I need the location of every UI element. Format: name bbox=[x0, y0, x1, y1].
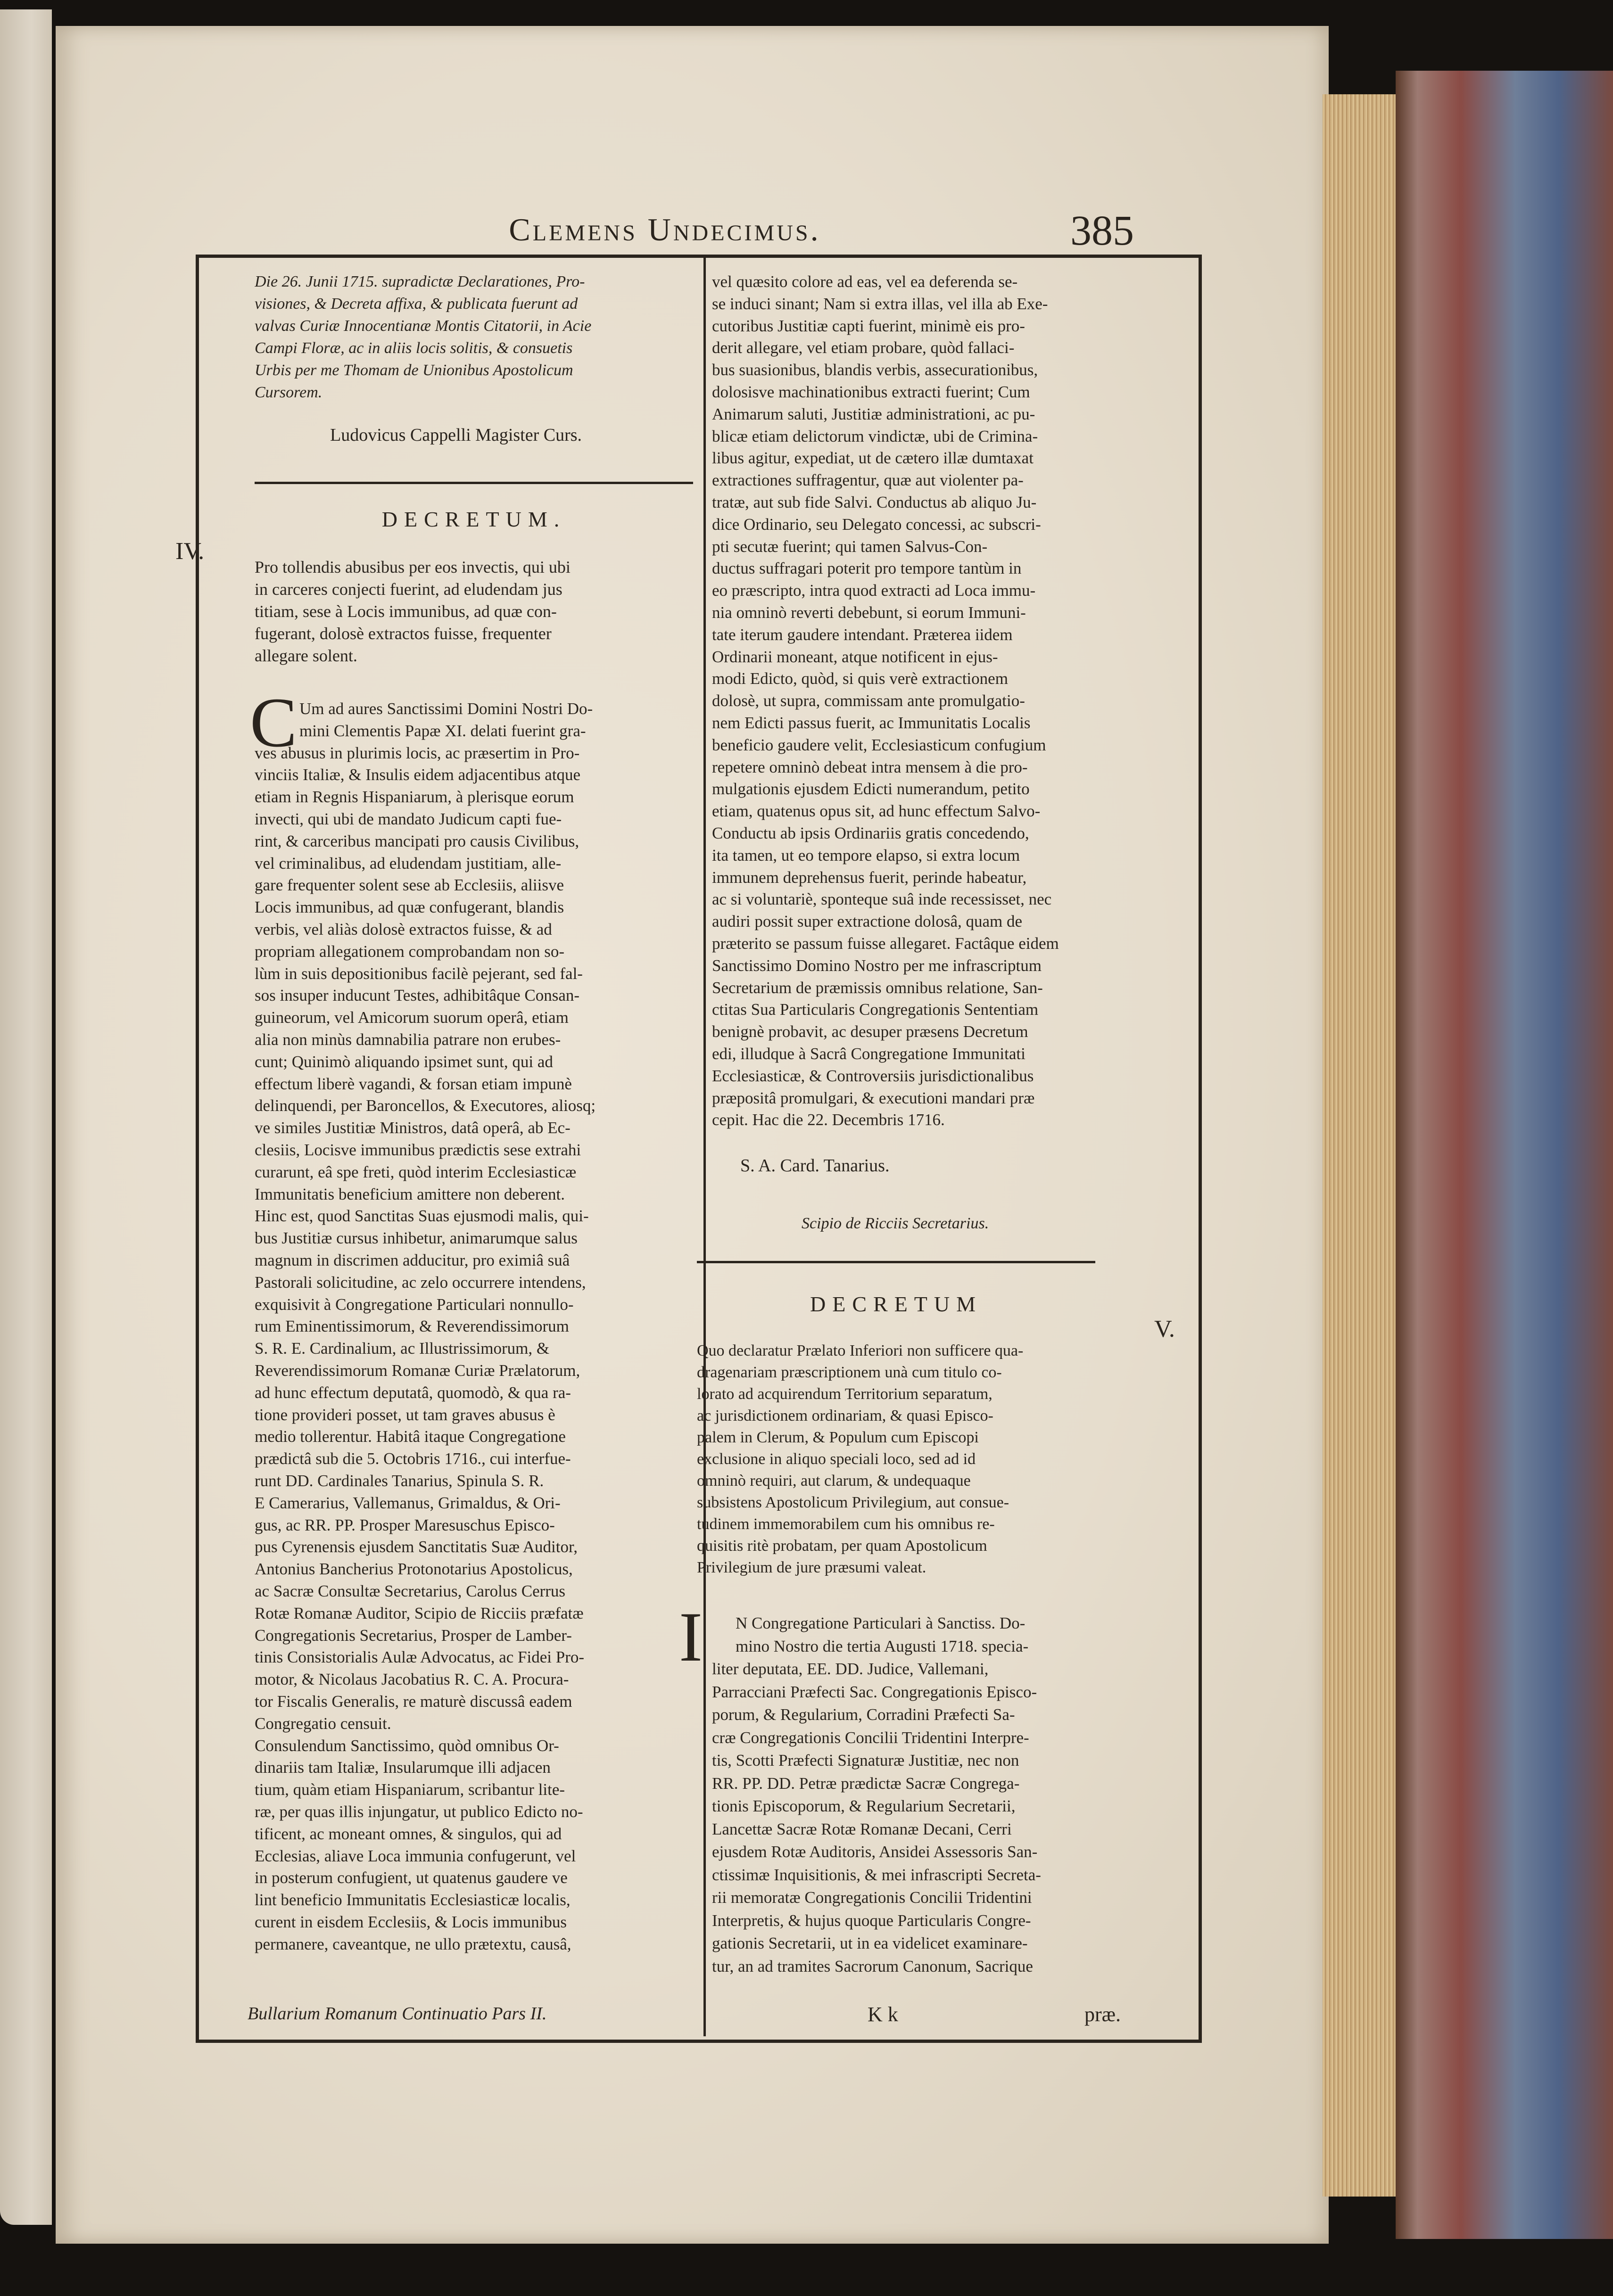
decree-body-line: vel quæsito colore ad eas, vel ea deferenda se- bbox=[712, 272, 1018, 291]
decree-body-line: eo præscripto, intra quod extracti ad Loca immu- bbox=[712, 581, 1036, 600]
decree-body-line: se induci sinant; Nam si extra illas, vel illa ab Exe- bbox=[712, 294, 1048, 313]
decree-body-line: medio tollerentur. Habitâ itaque Congregatione bbox=[255, 1427, 566, 1446]
decree-body-line: cepit. Hac die 22. Decembris 1716. bbox=[712, 1111, 945, 1129]
decree-body-line: ad hunc effectum deputatâ, quomodò, & qua ra- bbox=[255, 1383, 571, 1402]
decree-body-line: modi Edicto, quòd, si quis verè extractionem bbox=[712, 669, 1008, 688]
decree-body-line: Ecclesiasticæ, & Controversiis jurisdictionalibus bbox=[712, 1066, 1034, 1085]
signature-mark: K k bbox=[868, 2003, 898, 2026]
decree-body-line: tium, quàm etiam Hispaniarum, scribantur lite- bbox=[255, 1780, 565, 1799]
decree-body-line: etiam, quatenus opus sit, ad hunc effectum Salvo- bbox=[712, 802, 1041, 821]
decree-body-line: bus Justitiæ cursus inhibetur, animarumque salus bbox=[255, 1229, 578, 1248]
decree-body-line: exquisivit à Congregatione Particulari nonnullo- bbox=[255, 1295, 574, 1314]
footer-book-title: Bullarium Romanum Continuatio Pars II. bbox=[248, 2004, 547, 2024]
decree-summary-line: ac jurisdictionem ordinariam, & quasi Episco- bbox=[697, 1407, 993, 1424]
drop-cap: C bbox=[250, 683, 298, 762]
decree-body-line: effectum liberè vagandi, & forsan etiam impunè bbox=[255, 1074, 572, 1093]
decree-body-line: vel criminalibus, ad eludendam justitiam, alle- bbox=[255, 854, 562, 872]
decree-body-line: ves abusus in plurimis locis, ac præsertim in Pro- bbox=[255, 743, 580, 762]
decree-body-line: ductus suffragari poterit pro tempore tantùm in bbox=[712, 559, 1022, 578]
decree-notice-line: valvas Curiæ Innocentianæ Montis Citatorii, in Acie bbox=[255, 317, 592, 335]
decree-body-line: runt DD. Cardinales Tanarius, Spinula S. R. bbox=[255, 1472, 544, 1490]
decree-body-line: cræ Congregationis Concilii Tridentini Interpre- bbox=[712, 1728, 1029, 1747]
cursor-signature: Ludovicus Cappelli Magister Curs. bbox=[330, 425, 582, 445]
decree-summary-line: Quo declaratur Prælato Inferiori non sufficere qua- bbox=[697, 1342, 1024, 1359]
decree-summary-line: titiam, sese à Locis immunibus, ad quæ con- bbox=[255, 602, 557, 621]
decree-body-line: Sanctissimo Domino Nostro per me infrascriptum bbox=[712, 956, 1042, 975]
decree-body-line: Parracciani Præfecti Sac. Congregationis Episco- bbox=[712, 1682, 1037, 1701]
section-rule bbox=[697, 1261, 1095, 1263]
decree-body-line: edi, illudque à Sacrâ Congregatione Immunitati bbox=[712, 1045, 1026, 1063]
decree-body-line: prædictâ sub die 5. Octobris 1716., cui interfue- bbox=[255, 1449, 571, 1468]
decree-body-line: cunt; Quinimò aliquando ipsimet sunt, qui ad bbox=[255, 1052, 553, 1071]
decree-body-line: gus, ac RR. PP. Prosper Maresuschus Episco- bbox=[255, 1515, 555, 1534]
decree-summary-line: omninò requiri, aut clarum, & undequaque bbox=[697, 1472, 971, 1490]
decree-body-line: mino Nostro die tertia Augusti 1718. specia- bbox=[736, 1637, 1029, 1655]
decree-summary-line: palem in Clerum, & Populum cum Episcopi bbox=[697, 1429, 979, 1446]
decree-body-line: Conductu ab ipsis Ordinariis gratis concedendo, bbox=[712, 824, 1029, 842]
decree-summary-line: exclusione in aliquo speciali loco, sed ad id bbox=[697, 1450, 976, 1468]
decree-body-line: curent in eisdem Ecclesiis, & Locis immunibus bbox=[255, 1913, 567, 1931]
decree-body-line: tur, an ad tramites Sacrorum Canonum, Sacrique bbox=[712, 1957, 1033, 1975]
decree-body-line: delinquendi, per Baroncellos, & Executores, aliosq; bbox=[255, 1096, 596, 1115]
decree-summary-line: tudinem immemorabilem cum his omnibus re- bbox=[697, 1515, 995, 1533]
decree-body-line: vinciis Italiæ, & Insulis eidem adjacentibus atque bbox=[255, 765, 581, 784]
decree-summary-line: fugerant, dolosè extractos fuisse, frequenter bbox=[255, 624, 552, 643]
section-rule bbox=[255, 482, 693, 484]
decree-body-line: nia omninò reverti debebunt, si eorum Immuni- bbox=[712, 603, 1026, 622]
decree-summary-line: quisitis ritè probatam, per quam Apostolicum bbox=[697, 1537, 987, 1555]
decree-body-line: libus agitur, expediat, ut de cætero illæ dumtaxat bbox=[712, 449, 1034, 468]
decree-body-line: Pastorali solicitudine, ac zelo occurrere intendens, bbox=[255, 1273, 586, 1292]
decree-body-line: derit allegare, vel etiam probare, quòd fallaci- bbox=[712, 338, 1015, 357]
decree-body-line: bus suasionibus, blandis verbis, assecurationibus, bbox=[712, 361, 1038, 379]
decree-body-line: Rotæ Romanæ Auditor, Scipio de Ricciis præfatæ bbox=[255, 1604, 584, 1622]
decree-body-line: dolosè, ut supra, commissam ante promulgatio- bbox=[712, 691, 1025, 710]
decree-body-line: præterito se passum fuisse allegaret. Factâque eidem bbox=[712, 934, 1059, 953]
decree-body-line: tor Fiscalis Generalis, re maturè discussâ eadem bbox=[255, 1692, 572, 1711]
facing-page-edge bbox=[0, 9, 52, 2225]
decree-body-line: Locis immunibus, ad quæ confugerant, blandis bbox=[255, 898, 564, 917]
decree-body-line: Ecclesias, aliave Loca immunia confugerunt, vel bbox=[255, 1846, 576, 1865]
decree-body-line: pti secutæ fuerint; qui tamen Salvus-Con- bbox=[712, 537, 988, 556]
decree-body-line: gare frequenter solent sese ab Ecclesiis, aliisve bbox=[255, 876, 564, 895]
decree-summary-line: subsistens Apostolicum Privilegium, aut consue- bbox=[697, 1494, 1009, 1511]
decree-body-line: Hinc est, quod Sanctitas Suas ejusmodi malis, qui- bbox=[255, 1207, 589, 1226]
decree-body-line: guineorum, vel Amicorum suorum operâ, etiam bbox=[255, 1008, 569, 1027]
decree-body-line: mini Clementis Papæ XI. delati fuerint gra- bbox=[299, 721, 586, 740]
decree-body-line: N Congregatione Particulari à Sanctiss. Do- bbox=[736, 1614, 1026, 1632]
column-divider bbox=[703, 255, 706, 2036]
decree-body-line: ctitas Sua Particularis Congregationis Sententiam bbox=[712, 1000, 1039, 1019]
decree-body-line: Reverendissimorum Romanæ Curiæ Prælatorum, bbox=[255, 1361, 580, 1380]
decree-heading: DECRETUM bbox=[810, 1292, 982, 1316]
decree-body-line: Secretarium de præmissis omnibus relatione, San- bbox=[712, 978, 1043, 997]
decree-body-line: cutoribus Justitiæ capti fuerint, minimè eis pro- bbox=[712, 316, 1025, 335]
decree-body-line: Consulendum Sanctissimo, quòd omnibus Or- bbox=[255, 1736, 559, 1755]
decree-body-line: ejusdem Rotæ Auditoris, Ansidei Assessoris San- bbox=[712, 1843, 1038, 1861]
decree-body-line: magnum in discrimen adducitur, pro eximiâ suâ bbox=[255, 1251, 570, 1269]
decree-body-line: alia non minùs damnabilia patrare non erubes- bbox=[255, 1030, 561, 1049]
decree-body-line: rint, & carceribus mancipati pro causis Civilibus, bbox=[255, 831, 579, 850]
decree-summary-line: lorato ad acquirendum Territorium separatum, bbox=[697, 1385, 993, 1403]
decree-notice-line: Campi Floræ, ac in aliis locis solitis, & consuetis bbox=[255, 339, 573, 357]
decree-body-line: pus Cyrenensis ejusdem Sanctitatis Suæ Auditor, bbox=[255, 1538, 578, 1556]
decree-body-line: Congregationis Secretarius, Prosper de Lamber- bbox=[255, 1626, 572, 1645]
decree-body-line: ræ, per quas illis injungatur, ut publico Edicto no- bbox=[255, 1802, 583, 1821]
decree-body-line: Congregatio censuit. bbox=[255, 1714, 391, 1733]
decree-body-line: motor, & Nicolaus Jacobatius R. C. A. Procura- bbox=[255, 1670, 569, 1689]
decree-body-line: ctissimæ Inquisitionis, & mei infrascripti Secreta- bbox=[712, 1865, 1041, 1884]
decree-body-line: Interpretis, & hujus quoque Particularis Congre- bbox=[712, 1911, 1031, 1930]
decree-body-line: blicæ etiam delictorum vindictæ, ubi de Crimina- bbox=[712, 427, 1038, 445]
drop-cap: I bbox=[679, 1598, 703, 1676]
decree-body-line: porum, & Regularium, Corradini Præfecti Sa- bbox=[712, 1705, 1015, 1724]
decree-body-line: audiri possit super extractione dolosâ, quam de bbox=[712, 912, 1023, 931]
decree-body-line: verbis, vel aliàs dolosè extractos fuisse, & ad bbox=[255, 920, 552, 938]
decree-body-line: beneficio gaudere velit, Ecclesiasticum confugium bbox=[712, 735, 1046, 754]
decree-body-line: benignè probavit, ac desuper præsens Decretum bbox=[712, 1022, 1028, 1041]
page-fore-edge bbox=[1323, 94, 1398, 2197]
margin-number-iv: IV. bbox=[175, 538, 205, 565]
decree-summary-line: in carceres conjecti fuerint, ad eludendam jus bbox=[255, 580, 562, 599]
decree-body-line: tis, Scotti Præfecti Signaturæ Justitiæ, nec non bbox=[712, 1751, 1019, 1769]
decree-body-line: RR. PP. DD. Petræ prædictæ Sacræ Congrega- bbox=[712, 1774, 1020, 1793]
cardinal-signature: S. A. Card. Tanarius. bbox=[740, 1156, 890, 1176]
decree-body-line: mulgationis ejusdem Edicti numerandum, petito bbox=[712, 780, 1030, 798]
decree-body-line: permanere, caveantque, ne ullo prætextu, causâ, bbox=[255, 1934, 571, 1953]
decree-body-line: lùm in suis depositionibus facilè pejerant, sed fal- bbox=[255, 964, 583, 983]
decree-heading: DECRETUM. bbox=[381, 507, 566, 531]
decree-body-line: dinariis tam Italiæ, Insularumque illi adjacen bbox=[255, 1758, 551, 1777]
decree-summary-line: Privilegium de jure præsumi valeat. bbox=[697, 1559, 926, 1576]
decree-body-line: extractiones suffragentur, quæ aut violenter pa- bbox=[712, 471, 1024, 490]
decree-body-line: in posterum confugient, ut quatenus gaudere ve bbox=[255, 1868, 568, 1887]
decree-body-line: repetere omninò debeat intra mensem à die pro- bbox=[712, 757, 1028, 776]
decree-body-line: ve similes Justitiæ Ministros, datâ operâ, ab Ec- bbox=[255, 1119, 571, 1137]
decree-body-line: dice Ordinario, seu Delegato concessi, ac subscri- bbox=[712, 515, 1041, 534]
decree-body-line: immunem deprehensus fuerit, perinde habeatur, bbox=[712, 868, 1027, 887]
decree-summary-line: Pro tollendis abusibus per eos invectis, qui ubi bbox=[255, 558, 571, 576]
decree-body-line: curarunt, eâ spe freti, quòd interim Ecclesiasticæ bbox=[255, 1162, 577, 1181]
marbled-cover bbox=[1396, 71, 1613, 2239]
decree-body-line: tinis Consistorialis Aulæ Advocatus, ac Fidei Pro- bbox=[255, 1648, 585, 1667]
decree-body-line: gationis Secretarii, ut in ea videlicet examinare- bbox=[712, 1934, 1028, 1952]
decree-body-line: lint beneficio Immunitatis Ecclesiasticæ localis, bbox=[255, 1891, 571, 1909]
decree-body-line: propriam allegationem comprobandam non so- bbox=[255, 942, 565, 961]
decree-body-line: ac si voluntariè, sponteque suâ inde recessisset, nec bbox=[712, 890, 1052, 909]
decree-body-line: liter deputata, EE. DD. Judice, Vallemani, bbox=[712, 1660, 989, 1678]
decree-summary-line: dragenariam præscriptionem unà cum titulo co- bbox=[697, 1364, 1002, 1381]
decree-body-line: invecti, qui ubi de mandato Judicum capti fue- bbox=[255, 810, 562, 828]
decree-body-line: clesiis, Locisve immunibus prædictis sese extrahi bbox=[255, 1141, 581, 1159]
decree-notice-line: Die 26. Junii 1715. supradictæ Declarationes, Pro- bbox=[255, 273, 585, 290]
decree-body-line: præpositâ promulgari, & executioni mandari præ bbox=[712, 1088, 1035, 1107]
decree-body-line: tificent, ac moneant omnes, & singulos, qui ad bbox=[255, 1824, 562, 1843]
decree-body-line: Antonius Bancherius Protonotarius Apostolicus, bbox=[255, 1560, 573, 1579]
decree-body-line: ac Sacræ Consultæ Secretarius, Carolus Cerrus bbox=[255, 1582, 566, 1600]
decree-notice-line: visiones, & Decreta affixa, & publicata fuerunt ad bbox=[255, 295, 578, 313]
catchword: præ. bbox=[1084, 2003, 1121, 2026]
decree-body-line: Ordinarii moneant, atque notificent in ejus- bbox=[712, 647, 998, 666]
decree-body-line: nem Edicti passus fuerit, ac Immunitatis Localis bbox=[712, 714, 1031, 732]
decree-body-line: tionis Episcoporum, & Regularium Secretarii, bbox=[712, 1797, 1016, 1815]
decree-notice-line: Cursorem. bbox=[255, 384, 323, 401]
decree-body-line: S. R. E. Cardinalium, ac Illustrissimorum, & bbox=[255, 1339, 550, 1358]
page-number: 385 bbox=[1070, 207, 1134, 254]
decree-body-line: tratæ, aut sub fide Salvi. Conductus ab aliquo Ju- bbox=[712, 493, 1037, 511]
decree-body-line: rum Eminentissimorum, & Reverendissimorum bbox=[255, 1317, 569, 1336]
decree-body-line: Lancettæ Sacræ Rotæ Romanæ Decani, Cerri bbox=[712, 1819, 1012, 1838]
secretary-signature: Scipio de Ricciis Secretarius. bbox=[802, 1215, 989, 1232]
decree-body-line: tione provideri posset, ut tam graves abusus è bbox=[255, 1405, 555, 1424]
decree-body-line: Immunitatis beneficium amittere non deberent. bbox=[255, 1185, 565, 1203]
decree-body-line: rii memoratæ Congregationis Concilii Tridentini bbox=[712, 1888, 1032, 1907]
running-title: Clemens Undecimus. bbox=[509, 212, 821, 247]
decree-notice-line: Urbis per me Thomam de Unionibus Apostolicum bbox=[255, 362, 573, 379]
decree-body-line: ita tamen, ut eo tempore elapso, si extra locum bbox=[712, 846, 1020, 864]
decree-body-line: tate iterum gaudere intendant. Præterea iidem bbox=[712, 625, 1013, 644]
decree-body-line: etiam in Regnis Hispaniarum, à plerisque eorum bbox=[255, 788, 574, 806]
decree-body-line: dolosisve machinationibus extracti fuerint; Cum bbox=[712, 383, 1030, 401]
margin-number-v: V. bbox=[1154, 1316, 1175, 1342]
decree-body-line: Animarum saluti, Justitiæ administrationi, ac pu- bbox=[712, 404, 1035, 423]
decree-summary-line: allegare solent. bbox=[255, 646, 357, 665]
decree-body-line: E Camerarius, Vallemanus, Grimaldus, & Ori- bbox=[255, 1493, 561, 1512]
decree-body-line: Um ad aures Sanctissimi Domini Nostri Do- bbox=[299, 699, 593, 718]
decree-body-line: sos insuper inducunt Testes, adhibitâque Consan- bbox=[255, 986, 580, 1005]
